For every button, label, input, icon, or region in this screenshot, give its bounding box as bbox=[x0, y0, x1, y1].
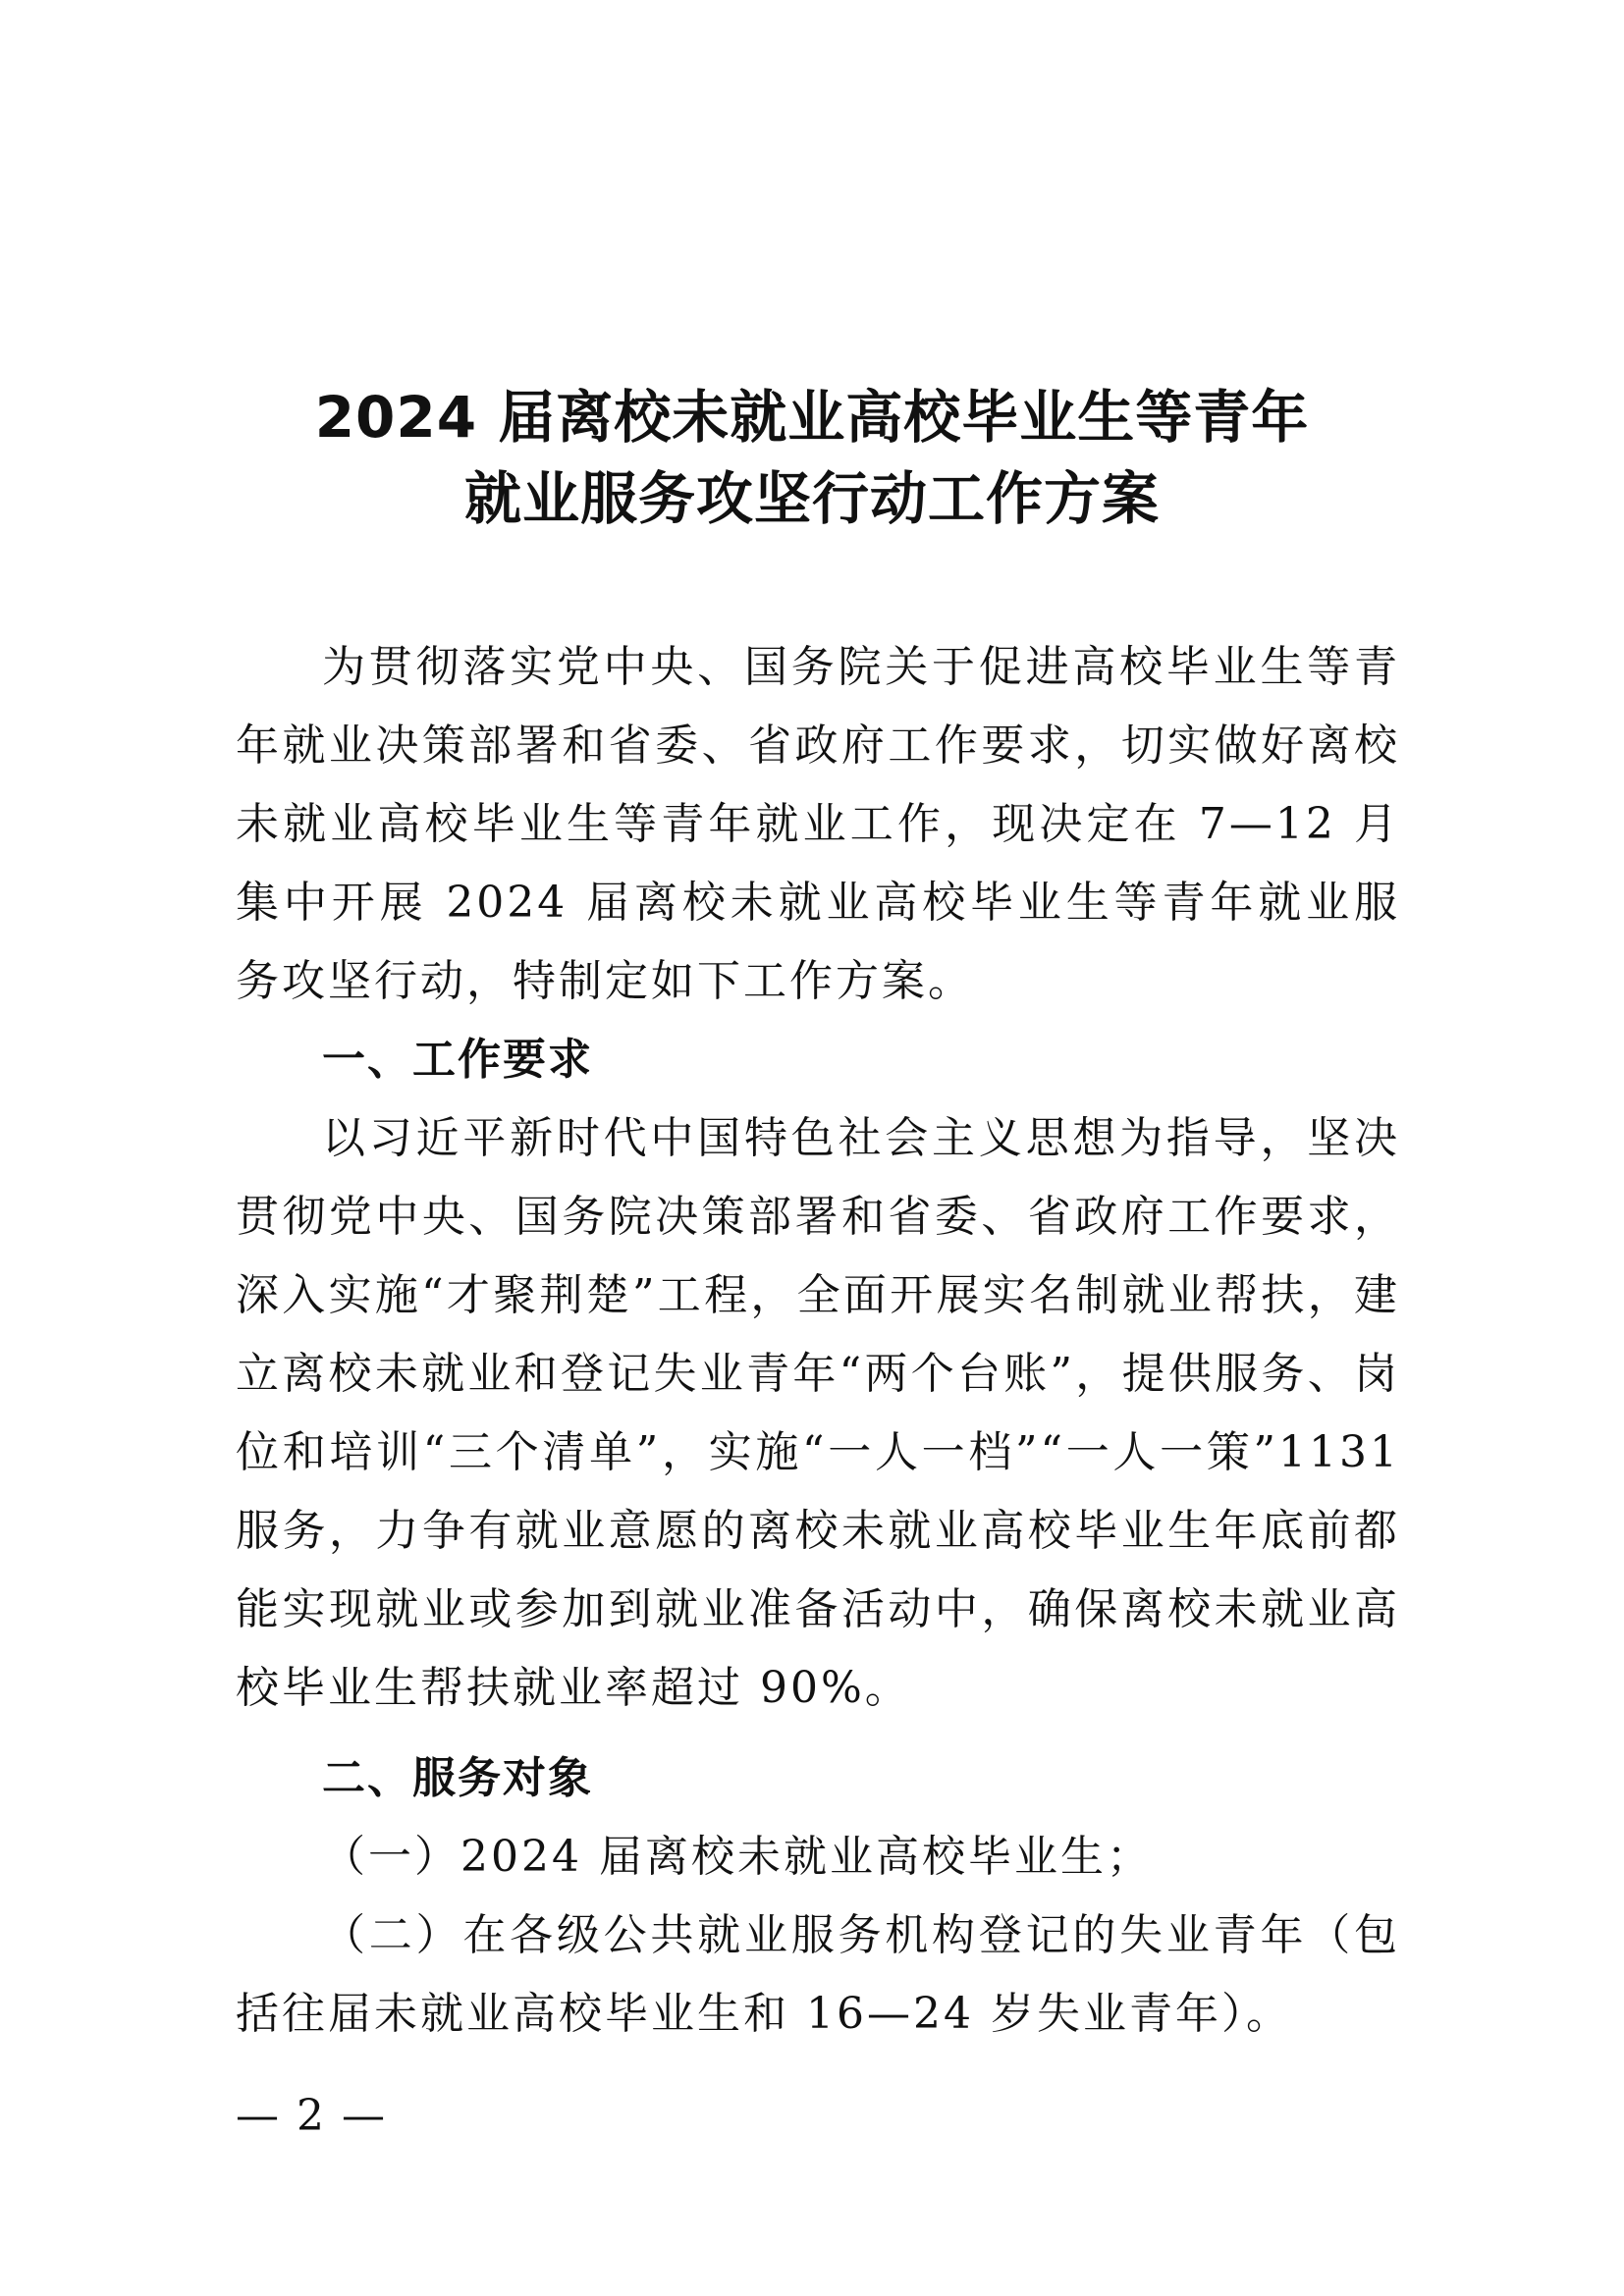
page-number: — 2 — bbox=[236, 2091, 387, 2141]
service-target-item-2: （二）在各级公共就业服务机构登记的失业青年（包括往届未就业高校毕业生和 16—24 岁失业青年）。 bbox=[236, 1910, 1400, 2039]
service-target-item-1: （一）2024 届离校未就业高校毕业生； bbox=[322, 1832, 1153, 1882]
section-heading-requirements: 一、工作要求 bbox=[322, 1035, 593, 1085]
section-spacer bbox=[236, 1728, 1400, 1739]
document-title-line-1: 2024 届离校未就业高校毕业生等青年 bbox=[314, 384, 1310, 451]
document-title-line-2: 就业服务攻坚行动工作方案 bbox=[463, 465, 1160, 532]
intro-paragraph: 为贯彻落实党中央、国务院关于促进高校毕业生等青年就业决策部署和省委、省政府工作要求，切实做好离校未就业高校毕业生等青年就业工作，现决定在 7—12 月集中开展 2024 届离校未就业高校毕业生等青年就业服务攻坚行动，特制定如下工作方案。 bbox=[236, 642, 1400, 1006]
requirements-paragraph: 以习近平新时代中国特色社会主义思想为指导，坚决贯彻党中央、国务院决策部署和省委、省政府工作要求，深入实施“才聚荆楚”工程，全面开展实名制就业帮扶，建立离校未就业和登记失业青年“两个台账”，提供服务、岗位和培训“三个清单”，实施“一人一档”“一人一策”1131 服务，力争有就业意愿的离校未就业高校毕业生年底前都能实现就业或参加到就业准备活动中，确保离校未就业高校毕业生帮扶就业率超过 90%。 bbox=[236, 1113, 1400, 1713]
section-heading-service-targets: 二、服务对象 bbox=[322, 1753, 593, 1803]
document-body bbox=[236, 628, 1400, 2054]
